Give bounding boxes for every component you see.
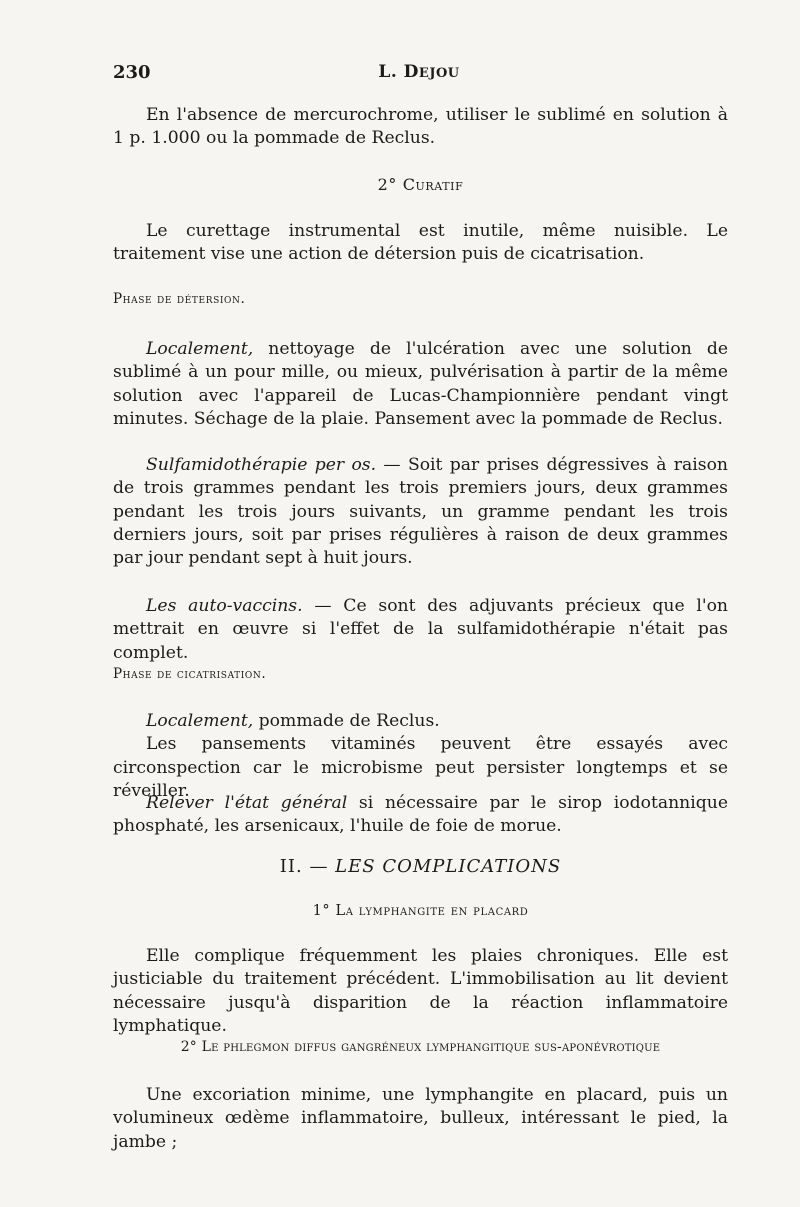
- paragraph-localement-detersion: [113, 338, 728, 431]
- author-surname: EJOU: [418, 66, 460, 81]
- paragraph-body: — Ce sont des adjuvants précieux que l'on mettrait en œuvre si l'effet de la sulfamidothérapie n'était pas complet.: [113, 596, 729, 663]
- paragraph-auto-vaccins: [113, 595, 728, 665]
- subheading-cicatrisation: Phase de cicatrisation.: [113, 666, 267, 682]
- chapter-title: LES COMPLICATIONS: [335, 856, 562, 877]
- paragraph-lead: Relever l'état général: [146, 793, 348, 813]
- paragraph-text: Une excoriation minime, une lymphangite en placard, puis un volumineux œdème inflammatoire, bulleux, intéressant le pied, la jambe ;: [113, 1085, 728, 1152]
- subheading-detersion: Phase de détersion.: [113, 291, 246, 307]
- paragraph-text: [113, 338, 728, 431]
- paragraph-text: En l'absence de mercurochrome, utiliser le sublimé en solution à 1 p. 1.000 ou la pommade de Reclus.: [113, 105, 728, 149]
- section-heading-lymphangite: 1° La lymphangite en placard: [312, 903, 529, 919]
- paragraph-pansements: Les pansements vitaminés peuvent être essayés avec circonspection car le microbisme peut persister longtemps et se réveiller.: [113, 734, 728, 801]
- page-header: [113, 62, 725, 88]
- paragraph-lead: Sulfamidothérapie per os.: [146, 455, 377, 475]
- paragraph-etat-general: [113, 792, 728, 839]
- paragraph-body: nettoyage de l'ulcération avec une solution de sublimé à un pour mille, ou mieux, pulvérisation à partir de la même solution avec l'appareil de Lucas-Championnière pendant vingt minutes. Séchage de la plaie. Pansement avec la pommade de Reclus.: [113, 339, 728, 429]
- paragraph-body: pommade de Reclus.: [253, 711, 440, 731]
- section-heading-phlegmon: 2° Le phlegmon diffus gangréneux lymphangitique sus-aponévrotique: [180, 1039, 661, 1055]
- section-heading-curatif: 2° Curatif: [377, 175, 464, 194]
- paragraph-body: si nécessaire par le sirop iodotannique phosphaté, les arsenicaux, l'huile de foie de morue.: [113, 793, 728, 837]
- page-number: 230: [113, 62, 151, 83]
- paragraph-phlegmon: [113, 1084, 728, 1154]
- paragraph-sulfamidotherapie: [113, 454, 728, 570]
- paragraph-text: Le curettage instrumental est inutile, même nuisible. Le traitement vise une action de détersion puis de cicatrisation.: [113, 221, 728, 265]
- paragraph-text: [113, 710, 728, 733]
- running-head-author: [113, 62, 725, 82]
- paragraph-body: — Soit par prises dégressives à raison de trois grammes pendant les trois premiers jours, deux grammes pendant les trois jours suivants, un gramme pendant les trois derniers jours, soit par prises régulières à raison de deux grammes par jour pendant sept à huit jours.: [113, 455, 728, 569]
- paragraph-mercurochrome: [113, 104, 728, 151]
- paragraph-lead: Localement,: [146, 711, 254, 731]
- paragraph-curettage: [113, 220, 728, 267]
- paragraph-localement-cicatrisation: [113, 710, 728, 803]
- chapter-heading-complications: [113, 856, 728, 877]
- chapter-number: II. —: [279, 856, 336, 877]
- paragraph-lead: Localement,: [146, 339, 254, 359]
- paragraph-text: [113, 595, 728, 665]
- paragraph-text: [113, 792, 728, 839]
- paragraph-lead: Les auto-vaccins.: [146, 596, 303, 616]
- paragraph-text: Elle complique fréquemment les plaies chroniques. Elle est justiciable du traitement précédent. L'immobilisation au lit devient nécessaire jusqu'à disparition de la réaction inflammatoire lymphatique.: [113, 946, 728, 1036]
- author-initial: L. D: [378, 62, 419, 82]
- paragraph-text: [113, 454, 728, 570]
- paragraph-lymphangite: [113, 945, 728, 1038]
